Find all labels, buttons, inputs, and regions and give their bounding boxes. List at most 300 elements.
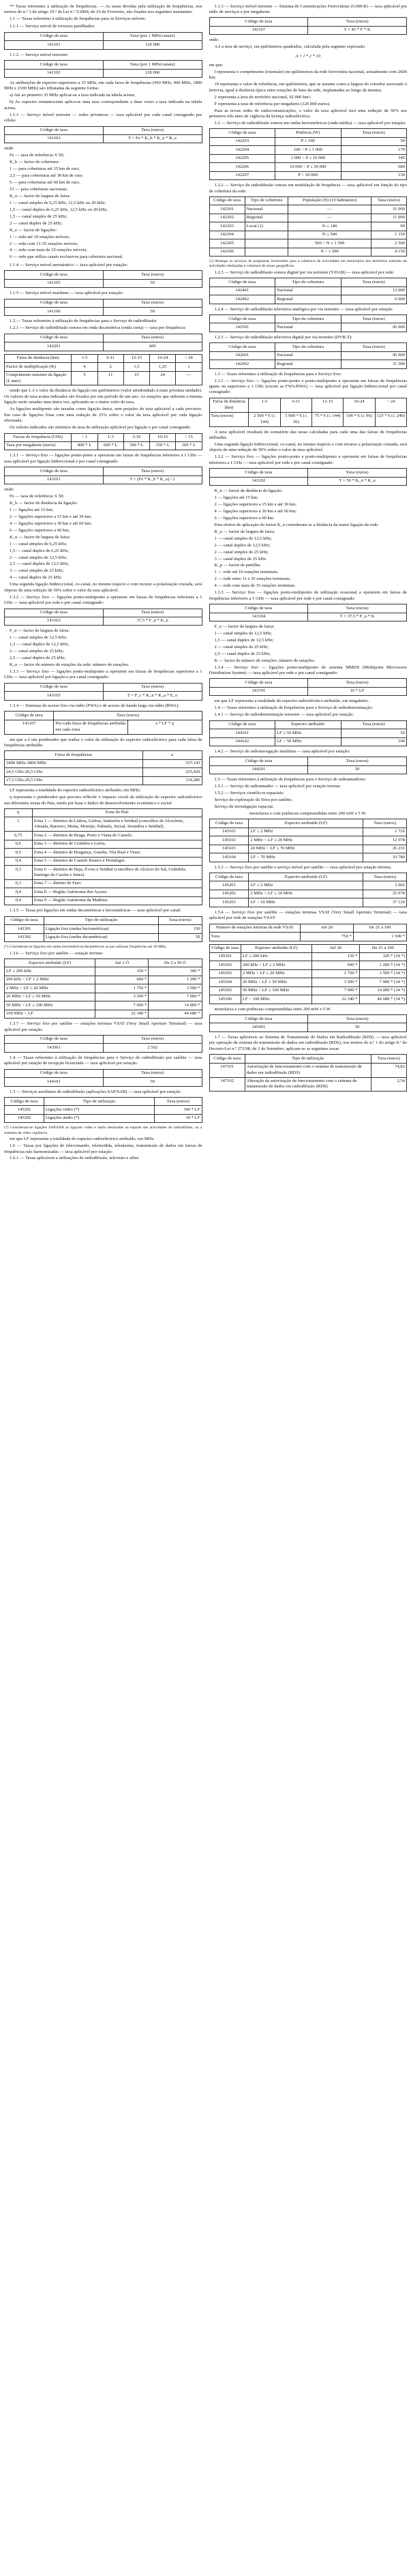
table-header: Taxa (euros) bbox=[363, 873, 407, 881]
right-column bbox=[209, 3, 408, 2573]
table-cell: 0,3 bbox=[5, 866, 33, 880]
list-item: 2 — canal simples de 25 kHz; bbox=[10, 649, 64, 654]
paragraph: l representa o comprimento (extensão) em quilómetros da rede ferroviária nacional, actualmente com 2600 km; bbox=[209, 70, 407, 80]
table-cell: 31 500 bbox=[341, 360, 407, 368]
table-cell: 7 000 * bbox=[95, 1001, 149, 1010]
list-item: 1,5 — canal duplex de 6,25 kHz; bbox=[10, 548, 70, 553]
table-cell: 26 231 bbox=[363, 845, 407, 853]
table-header: η bbox=[5, 808, 33, 817]
table-cell: 145401 bbox=[209, 1023, 308, 1031]
table-cell: T = 45 * F * K bbox=[308, 26, 407, 34]
list-item: 1,5 — canal duplex de 12,5 kHz; bbox=[214, 637, 274, 643]
table-header: Até 2 Ó bbox=[95, 959, 149, 967]
fee-table-145401 bbox=[209, 1014, 408, 1032]
section-heading: 1.2.4 — Serviço de radiodifusão televisiva analógica por via terrestre — taxa aplicável por estação: bbox=[214, 306, 394, 312]
table-header: Código de taxa bbox=[5, 683, 104, 691]
table-cell bbox=[245, 248, 288, 256]
table-cell: LF ≤ 50 MHz bbox=[275, 729, 341, 737]
table-header: População (N) (10 habitantes) bbox=[288, 196, 371, 205]
section-heading: 1.1.3 — Serviço móvel terrestre — Sistema de Comunicações Ferroviárias (GSM-R) — taxa aplicável por rádio de serviços e por megahertz: bbox=[209, 3, 407, 14]
paragraph: K_z — factor de ligações: bbox=[10, 227, 57, 233]
table-cell: 1,5 bbox=[123, 363, 149, 371]
table-cell: 300 * L bbox=[123, 441, 149, 450]
table-header: 6-11 bbox=[97, 354, 123, 362]
paragraph: onde: bbox=[4, 146, 14, 151]
table-cell: 142401 bbox=[209, 287, 275, 295]
table-cell: 141105 bbox=[5, 279, 104, 287]
frequency-fee-table bbox=[4, 433, 202, 451]
table-cell: 200 kHz < LF ≤ 2 MHz bbox=[5, 976, 95, 984]
table-cell: 600 * L bbox=[97, 441, 123, 450]
table-cell: 2 MHz < LF ≤ 20 MHz bbox=[249, 836, 363, 845]
table-cell: 143104 bbox=[209, 613, 308, 621]
section-heading: 1.3.4 — Serviço fixo — ligações ponto-multiponto do sistema MMDS (Multipoint Microwave Distribution System) — taxa aplicável por rede e por canal consignado: bbox=[209, 664, 407, 675]
table-header: Taxa (euros) bbox=[103, 467, 202, 475]
table-header: Taxa (por 1 MHz/canais) bbox=[103, 32, 202, 40]
table-cell: 225,429 bbox=[142, 768, 202, 776]
fee-table-1452 bbox=[4, 1097, 202, 1123]
table-cell: 4 150 bbox=[371, 248, 406, 256]
table-header: Faixa de distância (km) bbox=[209, 398, 249, 412]
table-cell: 3 500 * bbox=[312, 978, 359, 986]
section-heading: 1.3.7 — Serviço fixo por satélite — estações terrenas VSAT (Very Small Aperture Terminal) — taxa aplicável por estação: bbox=[4, 1021, 202, 1032]
table-cell: 142303 bbox=[209, 222, 245, 231]
table-header: Espectro atribuído (LF) bbox=[5, 959, 95, 967]
table-cell: 16 * LF bbox=[308, 687, 407, 695]
fee-table-1425 bbox=[209, 314, 408, 332]
table-cell: 44 680 * bbox=[149, 1010, 202, 1018]
fee-table-143501 bbox=[4, 1035, 202, 1053]
table-header: Código de taxa bbox=[209, 1055, 245, 1063]
fee-table-141101 bbox=[4, 32, 202, 50]
list-item: 1 — canal simples de 12,5 kHz; bbox=[214, 536, 272, 541]
table-cell: 114,286 bbox=[142, 776, 202, 785]
table-cell: 7 000 * (34 *) bbox=[359, 978, 406, 986]
table-cell: 1 bbox=[176, 363, 202, 371]
table-cell: 200 kHz < LF ≤ 2 MHz bbox=[241, 961, 311, 969]
list-item: 4 — rede com mais de 35 estações móveis; bbox=[10, 248, 87, 253]
table-header: Código de taxa bbox=[5, 334, 104, 342]
table-cell: — bbox=[288, 214, 371, 222]
paragraph: monofaixa e com potências compreendidas entre 200 mW e 5 W. bbox=[249, 810, 367, 816]
table-cell: Zona 5 — distritos de Castelo Branco e Portalegre. bbox=[32, 857, 202, 865]
table-cell: 3 002 bbox=[363, 881, 407, 890]
table-cell: 6 000 bbox=[341, 295, 407, 304]
table-cell: P > 50 000 bbox=[275, 171, 341, 179]
table-footnote: (*) Consideram-se ligações em ondas hectométricas/decamétricas as que utilizam frequências até 30 MHz. bbox=[4, 944, 167, 949]
table-cell: Ligações vídeo (*) bbox=[44, 1106, 154, 1114]
table-header: Faixa de distância (km) bbox=[5, 354, 72, 362]
section-heading: 1.5.2 — Serviços científicos espaciais: bbox=[214, 791, 284, 796]
table-cell: 37 120 bbox=[363, 898, 407, 907]
table-cell: 143103 bbox=[5, 617, 104, 625]
table-cell: Por cada faixa de frequências atribuída em cada zona bbox=[54, 720, 128, 734]
section-heading: 1.3.3 — Serviço fixo — ligações ponto-multiponto a operarem em faixas de frequências superiores a 1 GHz — taxa aplicável por ligação e por canal consignado: bbox=[4, 669, 202, 680]
table-cell: Zona 7 — distrito de Faro. bbox=[32, 879, 202, 888]
zone-table bbox=[4, 808, 202, 905]
section-heading: 1.7 — Taxas aplicáveis ao Sistema de Transmissão de Dados em Radiodifusão (RDS) — taxa aplicável por operação de sistema de transmissão de dados em radiodifusão (RDS), nos termos do n.º 1 do artigo 8.º do Decreto-Lei n.º 272/98, de 2 de Setembro, aplicam-se as seguintes taxas: bbox=[209, 1034, 407, 1051]
table-header: > 24 bbox=[176, 354, 202, 362]
table-cell: 143302 bbox=[5, 933, 44, 941]
table-cell: 750 * bbox=[300, 933, 353, 941]
table-cell: 145202 bbox=[209, 890, 249, 898]
paragraph: em que a é um ponderador que traduz o valor da utilização do espectro radioeléctrico para cada faixa de frequências atribuída: bbox=[4, 737, 202, 748]
table-header: Código de taxa bbox=[209, 1015, 308, 1023]
table-cell: 141102 bbox=[5, 69, 104, 77]
table-cell: Zona 6 — distritos de Beja, Évora e Setúbal (concelhos de Alcácer do Sal, Grândola, Santiago do Cacém e Sines). bbox=[32, 866, 202, 880]
table-header: 12-15 bbox=[123, 354, 149, 362]
table-cell: Nacional bbox=[245, 205, 288, 214]
section-heading: 1.2.1 — Serviço de radiodifusão sonora em onda decamétrica (onda curta) — taxa por frequência: bbox=[10, 325, 186, 331]
paragraph: Uma segunda ligação bidireccional, co-canal, no mesmo trajecto e com recurso a polarização cruzada, será objecto de uma redução de 50% sobre o valor da taxa aplicável. bbox=[209, 442, 407, 453]
table-cell: LF ≤ 200 kHz bbox=[5, 967, 95, 976]
table-cell: 100 * € (≤ 96) bbox=[344, 412, 375, 426]
table-header: Código de taxa bbox=[209, 129, 275, 137]
table-header: Espectro atribuído (LF) bbox=[249, 819, 363, 828]
table-cell: 145102 bbox=[209, 836, 249, 845]
table-header: Taxa (euros) bbox=[341, 315, 407, 323]
table-cell: — bbox=[176, 371, 202, 385]
section-heading: 1.6.1 — Taxas aplicáveis a utilizações de radiodifusão, televisão e afins: bbox=[10, 1156, 140, 1161]
paragraph: K_n — factor de distância da ligação: bbox=[214, 488, 283, 494]
table-cell: 145201 bbox=[5, 1106, 44, 1114]
paragraph: 10 representa o valor de referência, em quilómetros, que se assume como a largura do corredor associado à ferrovia, igual à distância típica entre estações de base da rede, implantadas ao longo da mesma; bbox=[209, 82, 407, 93]
paragraph: K_b — factor de distância da ligação: bbox=[10, 501, 78, 506]
table-cell: 1 200 * (34 *) bbox=[359, 961, 406, 969]
table-cell: 1 bbox=[5, 817, 33, 832]
table-cell: 143101 bbox=[5, 475, 104, 484]
table-cell: 142304 bbox=[209, 231, 245, 239]
table-header: Tipo de cobertura bbox=[245, 196, 288, 205]
table-cell: 680 bbox=[341, 163, 407, 171]
section-heading: 1.1.3 — Serviço móvel terrestre — redes privativas — taxa aplicável por cada canal consignado por célula: bbox=[4, 112, 202, 123]
paragraph: Para as novas redes de radiocomunicações, o valor da taxa aplicável terá uma redução de 50% aos primeiros três anos de vigência da licença radioeléctrica. bbox=[209, 108, 407, 119]
table-header: 12-15 bbox=[312, 398, 344, 412]
table-cell: T = Fe * K_b * K_u * K_z bbox=[103, 134, 202, 143]
table-cell: Local (1) bbox=[245, 222, 288, 231]
paragraph: F_u — factor de largura de faixa: bbox=[10, 628, 70, 634]
list-item: 1,5 — canal simples de 25 kHz; bbox=[10, 214, 67, 219]
table-cell: 600 * bbox=[312, 961, 359, 969]
fee-table-143104 bbox=[209, 604, 408, 621]
table-cell: 141101 bbox=[5, 41, 104, 49]
table-header: Tipo de cobertura bbox=[275, 315, 341, 323]
paragraph: Serviço de investigação espacial. bbox=[214, 804, 274, 809]
table-cell: 50 MHz < LF ≤ 100 MHz bbox=[241, 986, 311, 995]
table-cell: 33 780 bbox=[363, 853, 407, 862]
table-cell: 45 000 bbox=[341, 323, 407, 332]
table-header: > 24 bbox=[375, 398, 406, 412]
table-cell: 145203 bbox=[209, 898, 249, 907]
table-cell: Regional bbox=[275, 295, 341, 304]
table-cell: 100 bbox=[341, 737, 407, 746]
section-heading: 1.4.2 — Serviço de radionavegação marítima — taxa aplicável por estação: bbox=[214, 748, 350, 754]
list-item: 2 — canal duplex de 12,5 kHz; bbox=[214, 542, 271, 548]
list-item: 2 — canal duplex de 25 kHz; bbox=[10, 220, 63, 226]
table-cell: 145301 bbox=[209, 952, 241, 961]
table-cell: Regional bbox=[275, 360, 341, 368]
table-cell: 142204 bbox=[209, 146, 275, 154]
list-item: 2 — ligações superiores a 15 km e até 30 km; bbox=[214, 502, 296, 507]
table-header: Código de taxa bbox=[5, 609, 104, 617]
table-cell: 130 bbox=[341, 171, 407, 179]
table-cell: 37,5 * F_u * K_n bbox=[103, 617, 202, 625]
paragraph: A taxa aplicável resultará do somatório das taxas calculadas para cada uma das faixas de frequências utilizadas. bbox=[209, 429, 407, 441]
list-item: 4 — rede com mais de 35 estações terminais. bbox=[214, 583, 296, 589]
list-item: 2,5 — canal duplex de 25 kHz; bbox=[214, 651, 271, 656]
list-item: 1 — canal simples de 12,5 kHz; bbox=[214, 630, 272, 636]
list-item: 2 — canal simples de 12,5 kHz; bbox=[10, 555, 67, 560]
section-heading: 1.3.1 — Serviço fixo — ligações ponto-ponto a operarem em faixas de frequências inferiores a 1 GHz — taxa aplicável por ligação bidireccional e por canal consignado: bbox=[4, 453, 202, 464]
table-cell: 142201 bbox=[5, 342, 104, 351]
fee-table-1423 bbox=[209, 196, 408, 257]
table-cell: 50 bbox=[103, 1078, 202, 1086]
list-item: 6 — rede que utiliza canais exclusivos para cobertura nacional. bbox=[10, 254, 123, 260]
paragraph: K_b — factor de cobertura: bbox=[10, 160, 59, 165]
list-item: 1 — canal simples de 6,25 kHz, 12,5 kHz ou 20 kHz; bbox=[10, 200, 106, 205]
table-cell: 141103 bbox=[5, 134, 104, 143]
table-cell: 150 * bbox=[95, 967, 149, 976]
table-header: Código de taxa bbox=[209, 679, 308, 687]
table-header: Código de taxa bbox=[209, 757, 308, 765]
table-cell: 75 * € (≤ 144) bbox=[312, 412, 344, 426]
table-header: Código de taxa bbox=[5, 61, 104, 69]
list-item: 1 — para coberturas até 15 km de raio; bbox=[10, 166, 80, 172]
table-cell: 24,5 GHz-26,5 GHz bbox=[5, 768, 143, 776]
table-header: Código de taxa bbox=[209, 343, 275, 351]
section-heading: 1.3.1 — Serviço fixo — ligações ponto-ponto e ponto-multiponto a operarem em faixas de frequências iguais ou superiores a 1 GHz (exceto as FWA/BWA) — taxa aplicável por ligação bidireccional por canal consignado: bbox=[209, 378, 407, 395]
table-header: 1-3 bbox=[97, 433, 123, 441]
paragraph: F_u — factor de largura de faixa: bbox=[214, 624, 275, 629]
table-cell: T = (Fe * K_b * K_u) / 2 bbox=[103, 475, 202, 484]
table-cell: 50 bbox=[341, 729, 407, 737]
list-item: 2,5 — para coberturas até 30 km de raio; bbox=[10, 173, 83, 179]
paragraph: Fe — taxa de referência: € 50; bbox=[10, 153, 65, 158]
table-cell: Zona 1 — distritos de Lisboa, Lisboa, Santarém e Setúbal (concelhos de Alcochete, Almada, Barreiro, Moita, Montijo, Palmela, Seixal, Sesimbra e Setúbal). bbox=[32, 817, 202, 832]
list-item: 2,5 — canal duplex de 25 kHz; bbox=[10, 656, 66, 661]
table-header: De 21 a 100 bbox=[353, 924, 406, 932]
table-header: Código de taxa bbox=[209, 720, 275, 729]
table-cell: 10 000 < P ≤ 50 000 bbox=[275, 163, 341, 171]
table-cell: N > 1 500 bbox=[288, 248, 371, 256]
table-cell: 2,54 bbox=[371, 1077, 406, 1092]
table-header: Taxa (euros) bbox=[308, 604, 407, 613]
table-cell: 1 500 * bbox=[353, 933, 406, 941]
list-item: 1,5 — canal duplex de 6,25 kHz, 12,5 kHz ou 20 kHz; bbox=[10, 207, 108, 212]
table-header: Taxa (euros) bbox=[158, 916, 202, 924]
table-cell: — bbox=[288, 205, 371, 214]
table-cell: 5 bbox=[72, 371, 97, 385]
section-heading: 1.1.4 — Serviço móvel aeronáutico — taxa aplicável por estação: bbox=[10, 262, 128, 267]
table-cell: 142203 bbox=[209, 137, 275, 145]
table-cell: Alteração da autorização de funcionamento com o sistema de transmissão de dados em radiodifusão (RDS) bbox=[245, 1077, 371, 1092]
table-cell: 500 < N ≤ 1 500 bbox=[288, 239, 371, 248]
table-cell: Taxa por megahertz (euros) bbox=[5, 441, 72, 450]
table-cell: 1 150 bbox=[371, 231, 406, 239]
fee-table-141103 bbox=[4, 126, 202, 144]
table-cell: 27,5 GHz-29,5 GHz bbox=[5, 776, 143, 785]
table-header: 3-10 bbox=[123, 433, 149, 441]
fee-table-143105 bbox=[4, 683, 202, 701]
fee-table-1422 bbox=[209, 128, 408, 180]
list-item: 1 — canal simples de 6,25 kHz; bbox=[10, 541, 67, 546]
table-cell: 24 bbox=[150, 371, 176, 385]
fee-table-141106 bbox=[4, 299, 202, 317]
table-cell: 44 680 * (34 *) bbox=[359, 995, 406, 1004]
fee-table-1426 bbox=[209, 342, 408, 368]
table-header: Taxa (euros) bbox=[341, 720, 407, 729]
table-cell: 150 * L bbox=[150, 441, 176, 450]
table-cell: 3 500 * bbox=[149, 984, 202, 993]
table-cell: 2 500 bbox=[371, 239, 406, 248]
table-cell: 3 500 * bbox=[95, 993, 149, 1001]
table-cell: 7 000 * bbox=[149, 993, 202, 1001]
list-item: 1,5 — canal duplex de 12,5 kHz; bbox=[10, 642, 70, 647]
table-cell bbox=[245, 231, 288, 239]
fee-table-1441 bbox=[209, 720, 408, 746]
table-header: Até 20 bbox=[300, 924, 353, 932]
table-cell: 14 000 * bbox=[149, 1001, 202, 1010]
table-header: Taxa (euros) bbox=[103, 683, 202, 691]
table-header: De 2 a 50 Ó bbox=[149, 959, 202, 967]
section-heading: 1.1.1 — Serviço móvel de recursos partilhados: bbox=[10, 24, 95, 29]
table-cell: 2 562 bbox=[103, 1044, 202, 1052]
table-header: Espectro atribuído (LF) bbox=[249, 873, 363, 881]
section-heading: 1.5 — Serviços auxiliares de radiodifusão (aplicações SAP/SAB) — taxa aplicável por estação: bbox=[10, 1089, 182, 1094]
table-header: 1-5 bbox=[72, 354, 97, 362]
table-cell: 2 bbox=[97, 363, 123, 371]
table-cell: 142305 bbox=[209, 239, 245, 248]
table-header: De 21 a 100 bbox=[359, 944, 406, 952]
table-header: Espectro atribuído bbox=[275, 720, 341, 729]
paragraph: em que LF representa a totalidade do espectro radioeléctrico atribuído, em MHz. bbox=[10, 1137, 155, 1142]
fee-table-144101 bbox=[4, 1069, 202, 1087]
table-header: Faixas de frequência (GHz) bbox=[5, 433, 72, 441]
paragraph: K_u — factor de largura de faixa: bbox=[10, 534, 71, 540]
section-heading: 1.5.1 — Serviço de radioamador — taxa aplicável por estação terrena: bbox=[214, 784, 341, 789]
table-header: Código de taxa bbox=[5, 467, 104, 475]
table-cell: Nacional bbox=[275, 351, 341, 360]
table-cell: 144101 bbox=[5, 1078, 104, 1086]
table-cell: 2 MHz < LF ≤ 10 MHz bbox=[249, 890, 363, 898]
table-cell: LF > 100 MHz bbox=[241, 995, 311, 1004]
section-heading: 1.1 — Taxas referentes à utilização de frequências para os Serviços móveis: bbox=[10, 16, 147, 21]
table-header: Código de taxa bbox=[5, 712, 54, 720]
table-header: Taxa (euros) bbox=[103, 1069, 202, 1077]
table-cell: 143501 bbox=[5, 1044, 104, 1052]
section-heading: 1.2 — Taxas referentes à utilização de frequências para o Serviço de radiodifusão: bbox=[10, 319, 157, 324]
table-cell: 145202 bbox=[5, 1114, 44, 1122]
table-cell: Taxa bbox=[209, 933, 300, 941]
list-item: 5 — para coberturas até 60 km de raio; bbox=[10, 180, 80, 186]
table-header: 6-11 bbox=[280, 398, 311, 412]
paragraph: LF representa a totalidade do espectro radioeléctrico atribuído, em MHz; bbox=[10, 788, 141, 793]
section-heading: 1.3.3 — Serviço fixo — ligações ponto-multiponto de utilização ocasional a operarem em faixas de frequências inferiores a 1 GHz — taxa aplicável por rede e por canal consignado: bbox=[209, 590, 407, 601]
table-cell: 22 340 * bbox=[312, 995, 359, 1004]
table-header: Taxa (euros) bbox=[341, 343, 407, 351]
paragraph: K_u — factor de largura de faixa: bbox=[10, 193, 71, 199]
paragraph: b) Ao espectro remanescente aplica-se uma taxa correspondente a duas vezes a taxa indicada na tabela acima. bbox=[4, 100, 202, 111]
rds-fee-table bbox=[209, 1054, 408, 1092]
table-cell: Ligação fixa (ondas hectométricas) bbox=[44, 925, 158, 933]
table-cell: 0,6 bbox=[5, 840, 33, 848]
table-header: Taxa (euros) bbox=[308, 757, 407, 765]
table-header: Faixa de frequências bbox=[5, 751, 143, 759]
table-header: Taxa (euros) bbox=[308, 679, 407, 687]
table-header: Código de taxa bbox=[5, 126, 104, 134]
section-heading: 1.4 — Taxas referentes à utilização de frequências para o Serviço de radiodifusão por satélite — taxa aplicável por estação de recepção licenciada — taxa aplicável por estação: bbox=[4, 1055, 202, 1066]
table-cell: 25 978 bbox=[363, 890, 407, 898]
table-cell: 50 bbox=[103, 308, 202, 316]
table-cell: 74,82 bbox=[371, 1063, 406, 1077]
table-cell: 143701 bbox=[209, 687, 308, 695]
paragraph: η representa o ponderador que procura reflectir o impacte social da utilização do espectro radioeléctrico nas diferentes zonas do País, tendo por base o índice de desenvolvimento económico e social: bbox=[4, 795, 202, 806]
fee-table-142201 bbox=[4, 334, 202, 351]
list-item: 4 — canal duplex de 25 kHz. bbox=[10, 575, 63, 581]
list-item: 3 — canal simples de 25 kHz; bbox=[10, 568, 64, 574]
section-heading: 1.3.2 — Serviço fixo — ligações ponto-ponto e ponto-multiponto a operarem em faixas de frequências inferiores a 1 GHz — taxa aplicável por rede e por canal consignado: bbox=[209, 454, 407, 465]
table-cell: 100 * L bbox=[176, 441, 202, 450]
table-cell: Zona 4 — distritos de Bragança, Guarda, Vila Real e Viseu. bbox=[32, 849, 202, 857]
table-cell: P ≤ 100 bbox=[275, 137, 341, 145]
section-heading: 1.3 — Taxas referentes à utilização de frequências para o Serviço fixo: bbox=[214, 371, 342, 377]
paragraph: K — factor de número de estações: número de estações. bbox=[214, 658, 316, 663]
paragraph: Uma segunda ligação bidireccional, co-canal, no mesmo trajecto e com recurso a polarização cruzada, será objecto de uma redução de 50% sobre o valor da taxa aplicável. bbox=[4, 582, 202, 593]
section-heading: 1.3.2 — Serviço fixo — ligações ponto-multiponto a operarem em faixas de frequências inferiores a 1 GHz — taxa aplicável por rede e por canal consignado: bbox=[4, 594, 202, 606]
table-cell: Taxa (euros) bbox=[209, 412, 249, 426]
table-cell: a * LF * η bbox=[127, 720, 202, 734]
table-footnote: (1) Abrange os serviços de programas licenciados para a cobertura de actividades em municípios dos territórios tutelares de actividades destinadas à cobertura de zonas geográficas. bbox=[209, 259, 407, 269]
table-cell: 120 000 bbox=[103, 41, 202, 49]
table-cell: 1 750 * bbox=[95, 984, 149, 993]
table-cell: Autorização de funcionamento com o sistema de transmissão de dados em radiodifusão (RDS) bbox=[245, 1063, 371, 1077]
table-cell: 14 000 * (34 *) bbox=[359, 986, 406, 995]
table-header: Código de taxa bbox=[5, 1069, 104, 1077]
table-cell: 150 bbox=[158, 925, 202, 933]
fwa-weight-table bbox=[4, 750, 202, 785]
table-header: Número de estações terrenas da rede VSAT bbox=[209, 924, 300, 932]
paragraph: A é a área de serviço, em quilómetros quadrados, calculada pela seguinte expressão: bbox=[214, 44, 366, 50]
section-heading: 1.2.2 — Serviço de radiodifusão sonora em modulação de frequência — taxa aplicável em função do tipo de cobertura da rede: bbox=[209, 183, 407, 194]
table-cell: 20 MHz < LF ≤ 50 MHz bbox=[241, 978, 311, 986]
table-cell: Factor de multiplicação (K) bbox=[5, 363, 72, 371]
table-cell: 12 000 bbox=[341, 287, 407, 295]
distance-factor-table bbox=[4, 354, 202, 386]
section-heading: 1.4 — Taxas referentes à utilização de frequências para o Serviço de radiodeterminação: bbox=[214, 705, 374, 711]
table-header: Código de taxa bbox=[209, 469, 308, 477]
table-header: Código de taxa bbox=[209, 315, 275, 323]
table-cell: Ligação fixa (ondas decamétricas) bbox=[44, 933, 158, 941]
section-heading: 1.5.3 — Serviço fixo por satélite e serviço móvel por satélite — taxa aplicável por estação terrena: bbox=[214, 864, 392, 870]
table-header: Taxa (euros) bbox=[155, 1098, 202, 1106]
paragraph: 2 representa a área do território nacional, 92 000 km²; bbox=[214, 94, 311, 100]
table-cell: 1 200 * bbox=[149, 976, 202, 984]
section-heading: 1.4.1 — Serviço de radiodeterminação terrestre — taxa aplicável por estação: bbox=[214, 712, 354, 718]
table-header: Taxa (euros) bbox=[103, 271, 202, 279]
paragraph: Serviço de exploração da Terra por satélite; bbox=[214, 797, 292, 803]
list-item: 3 — canal duplex de 25 kHz. bbox=[214, 556, 267, 561]
table-cell: 145305 bbox=[209, 986, 241, 995]
table-cell: 337,143 bbox=[142, 759, 202, 767]
section-heading: 1.3.5 — Taxas por ligações em ondas decamétricas e hectométricas — taxa aplicável por canal: bbox=[10, 908, 181, 913]
paragraph: Fe — taxa de referência: € 50; bbox=[10, 494, 65, 499]
table-cell: Zona 3 — distritos de Coimbra e Leiria. bbox=[32, 840, 202, 848]
section-heading: 1.6 — Taxas por ligações de telecomando, telemedida, telealarme, transmissão de dados em faixas de frequências não harmonizadas — taxa aplicável por estação: bbox=[4, 1143, 202, 1154]
paragraph: K_n — factor de número de estações da rede: número de estações. bbox=[10, 662, 130, 668]
table-cell: 800 * L bbox=[72, 441, 97, 450]
table-cell: 100 < P ≤ 1 000 bbox=[275, 146, 341, 154]
table-header: 16-24 bbox=[344, 398, 375, 412]
